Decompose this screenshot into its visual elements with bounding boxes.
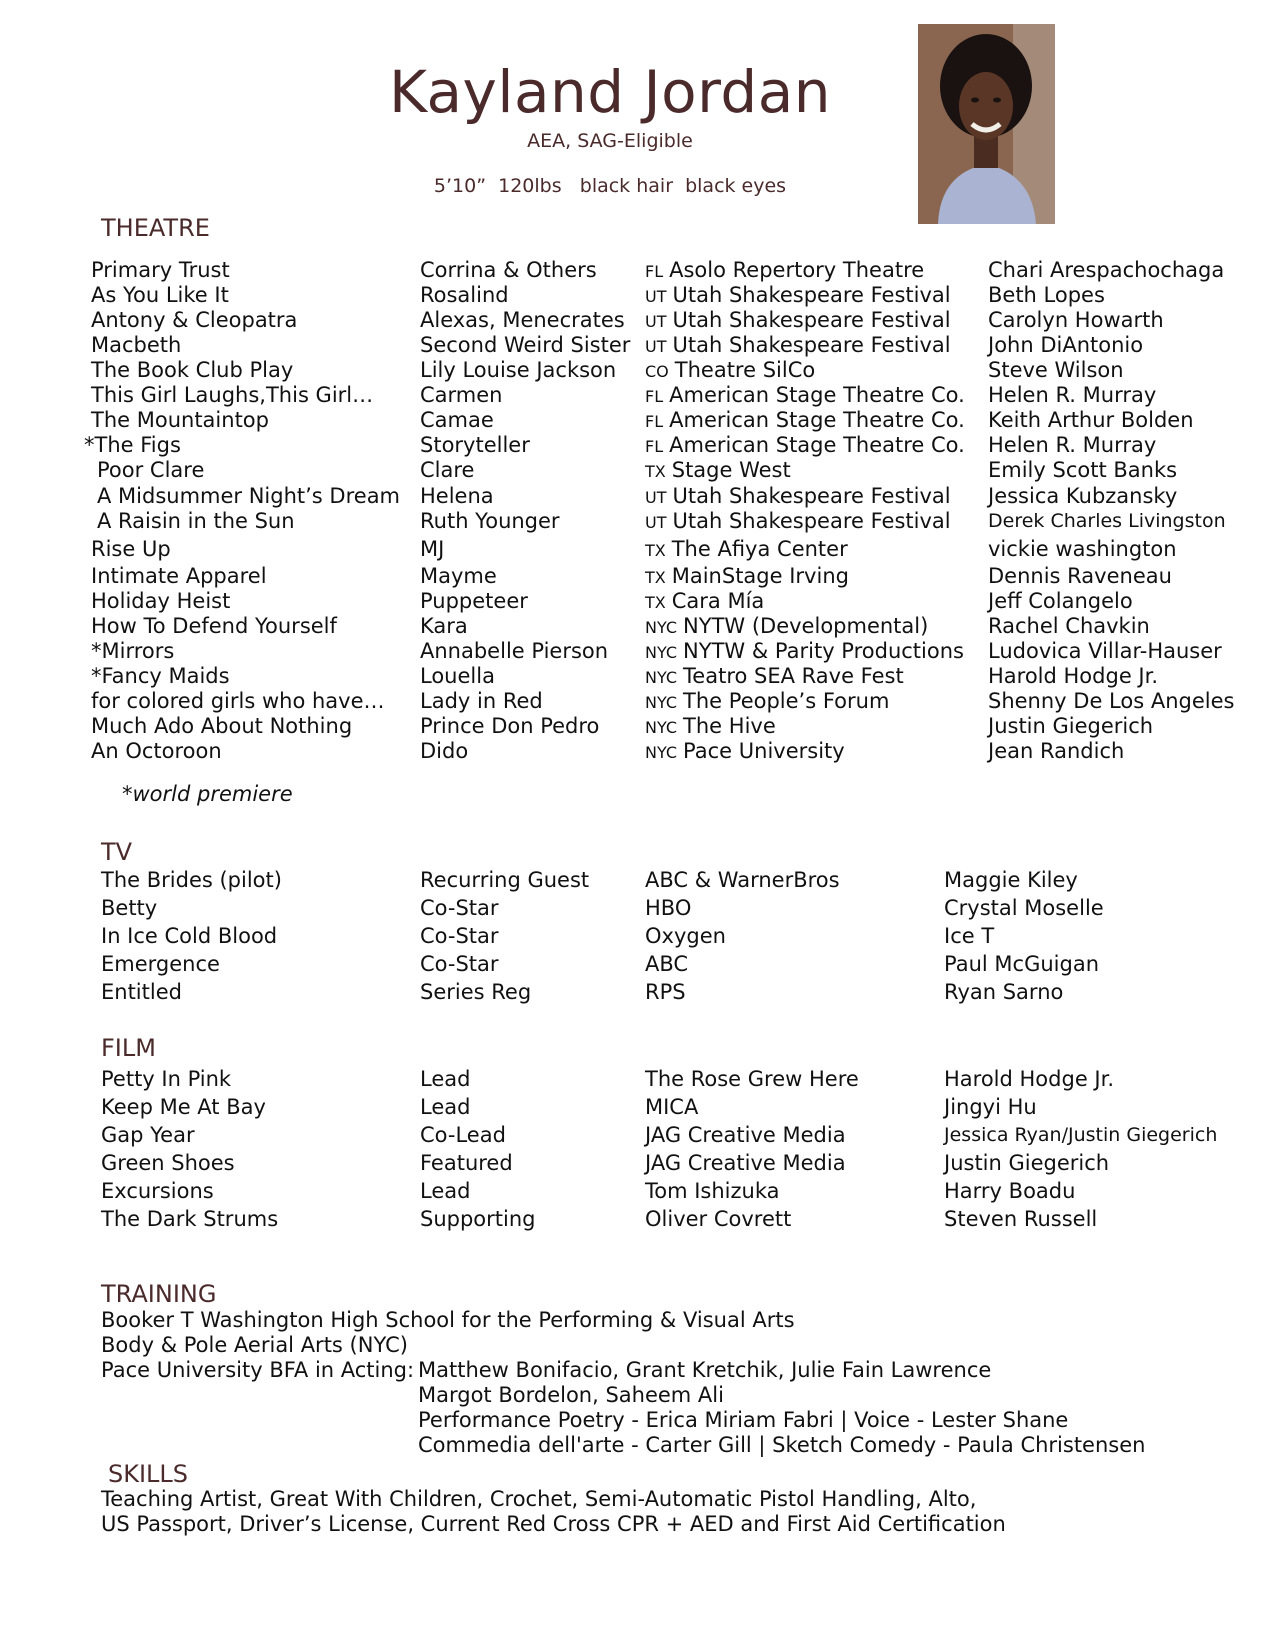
theatre-title: *The Figs	[84, 433, 181, 457]
venue-state: UT	[645, 337, 667, 356]
film-company: Oliver Covrett	[645, 1207, 792, 1231]
venue-state: CO	[645, 362, 669, 381]
venue-name: The Hive	[683, 714, 776, 738]
theatre-venue	[645, 537, 848, 563]
tv-network: ABC	[645, 952, 689, 976]
theatre-venue	[645, 739, 845, 765]
theatre-venue	[645, 258, 924, 284]
theatre-director: Keith Arthur Bolden	[988, 408, 1194, 432]
theatre-venue	[645, 484, 951, 510]
theatre-title: This Girl Laughs,This Girl…	[91, 383, 374, 407]
venue-name: NYTW & Parity Productions	[683, 639, 964, 663]
theatre-director: Dennis Raveneau	[988, 564, 1172, 588]
venue-name: Utah Shakespeare Festival	[672, 484, 951, 508]
world-premiere-footnote: *world premiere	[122, 782, 293, 806]
venue-name: Cara Mía	[671, 589, 765, 613]
theatre-director: Shenny De Los Angeles	[988, 689, 1235, 713]
theatre-title: The Book Club Play	[91, 358, 294, 382]
theatre-role: Carmen	[420, 383, 503, 407]
venue-state: FL	[645, 412, 664, 431]
theatre-role: Lily Louise Jackson	[420, 358, 617, 382]
theatre-venue	[645, 458, 791, 484]
venue-state: UT	[645, 312, 667, 331]
venue-state: NYC	[645, 643, 678, 662]
venue-state: TX	[645, 568, 666, 587]
training-pace-line: Matthew Bonifacio, Grant Kretchik, Julie Fain Lawrence	[418, 1358, 992, 1382]
physical-stats: 5’10” 120lbs black hair black eyes	[433, 175, 787, 197]
venue-name: Theatre SilCo	[674, 358, 816, 382]
tv-title: Entitled	[101, 980, 182, 1004]
venue-state: UT	[645, 488, 667, 507]
headshot-illustration	[918, 24, 1055, 224]
theatre-venue	[645, 614, 928, 640]
venue-state: NYC	[645, 743, 678, 762]
theatre-director: Helen R. Murray	[988, 383, 1157, 407]
theatre-director: Justin Giegerich	[988, 714, 1154, 738]
venue-name: Utah Shakespeare Festival	[672, 509, 951, 533]
venue-name: Utah Shakespeare Festival	[672, 308, 951, 332]
theatre-venue	[645, 283, 951, 309]
theatre-title: Holiday Heist	[91, 589, 231, 613]
film-company: The Rose Grew Here	[645, 1067, 859, 1091]
venue-name: The People’s Forum	[683, 689, 890, 713]
theatre-venue	[645, 589, 764, 615]
tv-director: Ryan Sarno	[944, 980, 1064, 1004]
theatre-venue	[645, 333, 951, 359]
theatre-title: An Octoroon	[91, 739, 222, 763]
film-company: MICA	[645, 1095, 699, 1119]
theatre-role: Puppeteer	[420, 589, 528, 613]
theatre-venue	[645, 408, 965, 434]
venue-name: Stage West	[671, 458, 791, 482]
venue-state: NYC	[645, 668, 678, 687]
theatre-title: Rise Up	[91, 537, 171, 561]
theatre-venue	[645, 639, 964, 665]
theatre-director: Jessica Kubzansky	[988, 484, 1178, 508]
theatre-title: Poor Clare	[97, 458, 205, 482]
theatre-role: Ruth Younger	[420, 509, 560, 533]
theatre-title: A Raisin in the Sun	[97, 509, 295, 533]
theatre-director: Jeff Colangelo	[988, 589, 1133, 613]
film-role: Co-Lead	[420, 1123, 506, 1147]
theatre-director: Beth Lopes	[988, 283, 1105, 307]
theatre-venue	[645, 308, 951, 334]
tv-network: RPS	[645, 980, 686, 1004]
theatre-director: Emily Scott Banks	[988, 458, 1178, 482]
film-director: Justin Giegerich	[944, 1151, 1110, 1175]
film-company: JAG Creative Media	[645, 1123, 846, 1147]
venue-name: Utah Shakespeare Festival	[672, 333, 951, 357]
film-director: Jingyi Hu	[944, 1095, 1037, 1119]
theatre-role: Clare	[420, 458, 475, 482]
film-heading: FILM	[101, 1034, 156, 1062]
theatre-role: Corrina & Others	[420, 258, 597, 282]
film-director: Harold Hodge Jr.	[944, 1067, 1114, 1091]
tv-title: Betty	[101, 896, 158, 920]
theatre-role: Kara	[420, 614, 468, 638]
film-role: Lead	[420, 1179, 471, 1203]
tv-director: Paul McGuigan	[944, 952, 1099, 976]
theatre-heading: THEATRE	[101, 214, 210, 242]
theatre-role: Helena	[420, 484, 494, 508]
training-pace-line: Performance Poetry - Erica Miriam Fabri | Voice - Lester Shane	[418, 1408, 1069, 1432]
tv-role: Co-Star	[420, 952, 499, 976]
venue-name: Teatro SEA Rave Fest	[683, 664, 904, 688]
venue-name: NYTW (Developmental)	[683, 614, 929, 638]
venue-name: American Stage Theatre Co.	[669, 408, 965, 432]
theatre-director: Chari Arespachochaga	[988, 258, 1225, 282]
theatre-venue	[645, 689, 889, 715]
theatre-role: Rosalind	[420, 283, 509, 307]
film-title: Petty In Pink	[101, 1067, 232, 1091]
theatre-director: John DiAntonio	[988, 333, 1144, 357]
film-director: Steven Russell	[944, 1207, 1098, 1231]
theatre-venue	[645, 509, 951, 535]
theatre-title: Intimate Apparel	[91, 564, 267, 588]
training-line-highschool: Booker T Washington High School for the Performing & Visual Arts	[101, 1308, 795, 1332]
theatre-role: Mayme	[420, 564, 497, 588]
tv-network: Oxygen	[645, 924, 726, 948]
theatre-venue	[645, 664, 904, 690]
venue-name: Pace University	[683, 739, 845, 763]
film-director: Jessica Ryan/Justin Giegerich	[944, 1124, 1218, 1146]
venue-name: Asolo Repertory Theatre	[669, 258, 925, 282]
theatre-director: Ludovica Villar-Hauser	[988, 639, 1222, 663]
theatre-role: Alexas, Menecrates	[420, 308, 625, 332]
venue-name: MainStage Irving	[671, 564, 849, 588]
tv-director: Crystal Moselle	[944, 896, 1104, 920]
actor-name: Kayland Jordan	[388, 58, 832, 126]
tv-director: Ice T	[944, 924, 995, 948]
theatre-role: Annabelle Pierson	[420, 639, 609, 663]
theatre-venue	[645, 433, 965, 459]
headshot-photo	[918, 24, 1055, 224]
film-role: Lead	[420, 1095, 471, 1119]
theatre-role: MJ	[420, 537, 445, 561]
theatre-venue	[645, 714, 776, 740]
theatre-title: Primary Trust	[91, 258, 230, 282]
theatre-role: Second Weird Sister	[420, 333, 631, 357]
theatre-director: vickie washington	[988, 537, 1177, 561]
venue-state: UT	[645, 513, 667, 532]
film-title: Excursions	[101, 1179, 214, 1203]
film-title: Green Shoes	[101, 1151, 235, 1175]
theatre-title: Much Ado About Nothing	[91, 714, 353, 738]
film-role: Lead	[420, 1067, 471, 1091]
film-title: The Dark Strums	[101, 1207, 279, 1231]
theatre-venue	[645, 383, 965, 409]
tv-director: Maggie Kiley	[944, 868, 1078, 892]
theatre-role: Louella	[420, 664, 495, 688]
skills-line: US Passport, Driver’s License, Current Red Cross CPR + AED and First Aid Certification	[101, 1512, 1006, 1536]
venue-name: American Stage Theatre Co.	[669, 383, 965, 407]
theatre-director: Derek Charles Livingston	[988, 510, 1226, 532]
theatre-title: for colored girls who have…	[91, 689, 385, 713]
theatre-director: Jean Randich	[988, 739, 1125, 763]
theatre-role: Prince Don Pedro	[420, 714, 600, 738]
theatre-title: *Fancy Maids	[91, 664, 230, 688]
venue-state: TX	[645, 541, 666, 560]
tv-role: Series Reg	[420, 980, 532, 1004]
theatre-title: *Mirrors	[91, 639, 175, 663]
film-role: Featured	[420, 1151, 513, 1175]
theatre-role: Lady in Red	[420, 689, 543, 713]
venue-name: American Stage Theatre Co.	[669, 433, 965, 457]
film-company: Tom Ishizuka	[645, 1179, 780, 1203]
tv-title: Emergence	[101, 952, 220, 976]
venue-state: FL	[645, 437, 664, 456]
theatre-title: As You Like It	[91, 283, 229, 307]
skills-heading: SKILLS	[108, 1460, 189, 1488]
theatre-title: The Mountaintop	[91, 408, 269, 432]
theatre-director: Carolyn Howarth	[988, 308, 1164, 332]
venue-state: NYC	[645, 693, 678, 712]
theatre-title: Antony & Cleopatra	[91, 308, 298, 332]
training-pace-line: Margot Bordelon, Saheem Ali	[418, 1383, 724, 1407]
theatre-title: A Midsummer Night’s Dream	[97, 484, 401, 508]
theatre-title: Macbeth	[91, 333, 182, 357]
venue-state: FL	[645, 387, 664, 406]
theatre-director: Harold Hodge Jr.	[988, 664, 1158, 688]
theatre-director: Helen R. Murray	[988, 433, 1157, 457]
film-director: Harry Boadu	[944, 1179, 1076, 1203]
venue-state: NYC	[645, 718, 678, 737]
theatre-role: Dido	[420, 739, 469, 763]
theatre-role: Storyteller	[420, 433, 530, 457]
film-role: Supporting	[420, 1207, 536, 1231]
skills-line: Teaching Artist, Great With Children, Crochet, Semi-Automatic Pistol Handling, Alto,	[101, 1487, 977, 1511]
film-company: JAG Creative Media	[645, 1151, 846, 1175]
tv-network: ABC & WarnerBros	[645, 868, 840, 892]
venue-state: UT	[645, 287, 667, 306]
tv-heading: TV	[101, 838, 133, 866]
training-line-aerial: Body & Pole Aerial Arts (NYC)	[101, 1333, 408, 1357]
film-title: Gap Year	[101, 1123, 195, 1147]
film-title: Keep Me At Bay	[101, 1095, 266, 1119]
training-pace-label: Pace University BFA in Acting:	[101, 1358, 415, 1382]
tv-role: Recurring Guest	[420, 868, 590, 892]
tv-role: Co-Star	[420, 896, 499, 920]
venue-state: NYC	[645, 618, 678, 637]
theatre-director: Steve Wilson	[988, 358, 1124, 382]
venue-name: The Afiya Center	[671, 537, 848, 561]
tv-role: Co-Star	[420, 924, 499, 948]
tv-network: HBO	[645, 896, 692, 920]
training-heading: TRAINING	[101, 1280, 217, 1308]
training-pace-line: Commedia dell'arte - Carter Gill | Sketch Comedy - Paula Christensen	[418, 1433, 1146, 1457]
theatre-title: How To Defend Yourself	[91, 614, 337, 638]
theatre-director: Rachel Chavkin	[988, 614, 1150, 638]
tv-title: In Ice Cold Blood	[101, 924, 278, 948]
venue-state: TX	[645, 593, 666, 612]
theatre-role: Camae	[420, 408, 494, 432]
theatre-venue	[645, 564, 849, 590]
venue-state: FL	[645, 262, 664, 281]
tv-title: The Brides (pilot)	[101, 868, 282, 892]
venue-name: Utah Shakespeare Festival	[672, 283, 951, 307]
venue-state: TX	[645, 462, 666, 481]
theatre-venue	[645, 358, 815, 384]
union-status: AEA, SAG-Eligible	[527, 130, 693, 152]
